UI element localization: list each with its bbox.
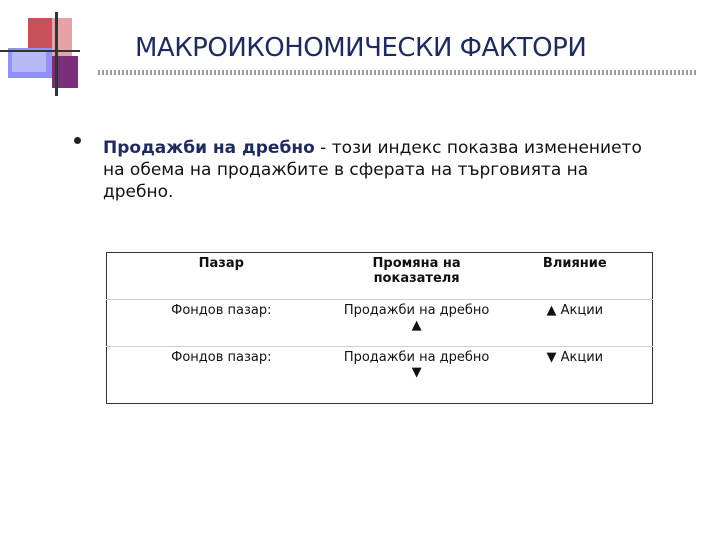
column-header: Промяна на показателя — [336, 253, 498, 300]
column-header: Пазар — [107, 253, 336, 300]
table-row — [107, 300, 653, 347]
bullet-term: Продажби на дребно — [103, 138, 315, 158]
table-row — [107, 347, 653, 404]
table-header-row — [107, 253, 653, 300]
table-cell: Продажби на дребно ▼ — [343, 350, 490, 380]
logo-red-square — [28, 18, 52, 48]
table-cell: Фондов пазар: — [171, 350, 272, 365]
logo-lightblue-square — [12, 50, 46, 72]
corner-logo — [0, 0, 100, 100]
logo-horizontal-line — [0, 50, 80, 52]
table-cell: Фондов пазар: — [107, 300, 336, 347]
bullet-paragraph — [103, 137, 663, 203]
logo-vertical-line — [55, 12, 58, 96]
column-header: Влияние — [498, 253, 653, 300]
bullet-text: - този индекс показва изменението на обема на продажбите в сферата на търговията на дребно. — [103, 138, 642, 202]
slide-title: МАКРОИКОНОМИЧЕСКИ ФАКТОРИ — [135, 33, 587, 63]
indicator-table — [106, 252, 653, 404]
table-cell: ▲ Акции — [498, 300, 653, 347]
title-divider — [98, 70, 698, 75]
table-cell: Продажби на дребно ▲ — [336, 300, 498, 347]
table-cell: ▼ Акции — [546, 350, 604, 365]
bullet-dot-icon — [74, 137, 81, 144]
